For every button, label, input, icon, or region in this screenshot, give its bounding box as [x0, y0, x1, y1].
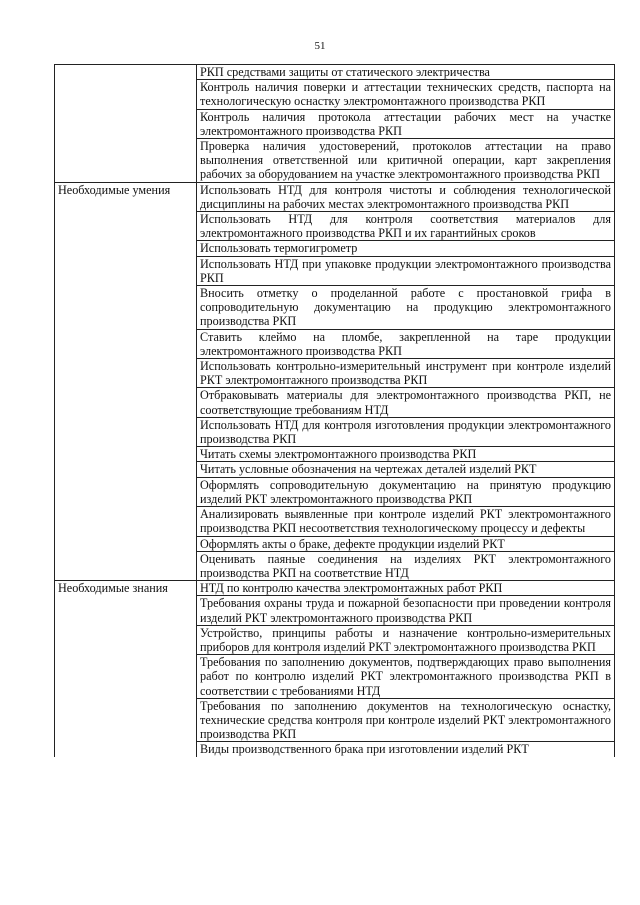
table-cell-item: Требования по заполнению документов на технологическую оснастку, технические средства контроля при контроле изделий РКТ электромонтажного производства РКП [197, 698, 615, 742]
table-cell-item: Оценивать паяные соединения на изделиях РКТ электромонтажного производства РКП на соответствие НТД [197, 551, 615, 580]
table-cell-item: Проверка наличия удостоверений, протоколов аттестации на право выполнения ответственной или критичной операции, карт закрепления рабочих за оборудованием на участке электромонтажного производства РКП [197, 139, 615, 183]
table-cell-item: Использовать НТД для контроля изготовления продукции электромонтажного производства РКП [197, 417, 615, 446]
table-cell-item: Использовать НТД при упаковке продукции электромонтажного производства РКП [197, 256, 615, 285]
table-row [55, 182, 615, 211]
table-cell-item: НТД по контролю качества электромонтажных работ РКП [197, 581, 615, 596]
table-row [55, 65, 615, 80]
table-cell-item: Требования по заполнению документов, подтверждающих право выполнения работ по контролю изделий РКТ электромонтажного производства РКП в соответствии с требованиями НТД [197, 655, 615, 699]
table-row [55, 581, 615, 596]
section-label: Необходимые умения [55, 182, 197, 580]
table-cell-item: Анализировать выявленные при контроле изделий РКТ электромонтажного производства РКП несоответствия технологическому процессу и дефекты [197, 507, 615, 536]
table-cell-item: Виды производственного брака при изготовлении изделий РКТ [197, 742, 615, 757]
table-cell-item: Требования охраны труда и пожарной безопасности при проведении контроля изделий РКТ электромонтажного производства РКП [197, 596, 615, 625]
table-cell-item: Отбраковывать материалы для электромонтажного производства РКП, не соответствующие требованиям НТД [197, 388, 615, 417]
table-cell-item: Контроль наличия протокола аттестации рабочих мест на участке электромонтажного производства РКП [197, 109, 615, 138]
table-cell-item: Использовать НТД для контроля соответствия материалов для электромонтажного производства РКП и их гарантийных сроков [197, 212, 615, 241]
qualification-table [54, 64, 615, 757]
table-cell-item: Оформлять сопроводительную документацию на принятую продукцию изделий РКТ электромонтажного производства РКП [197, 477, 615, 506]
table-cell-item: Вносить отметку о проделанной работе с простановкой грифа в сопроводительную документацию на продукцию электромонтажного производства РКП [197, 286, 615, 330]
table-cell-item: РКП средствами защиты от статического электричества [197, 65, 615, 80]
table-cell-item: Ставить клеймо на пломбе, закрепленной на таре продукции электромонтажного производства РКП [197, 329, 615, 358]
section-label: Необходимые знания [55, 581, 197, 757]
section-label [55, 65, 197, 183]
page-number: 51 [314, 40, 326, 52]
table-cell-item: Контроль наличия поверки и аттестации технических средств, паспорта на технологическую оснастку электромонтажного производства РКП [197, 80, 615, 109]
table-cell-item: Использовать термогигрометр [197, 241, 615, 256]
table-cell-item: Использовать контрольно-измерительный инструмент при контроле изделий РКТ электромонтажного производства РКП [197, 359, 615, 388]
table-cell-item: Читать схемы электромонтажного производства РКП [197, 447, 615, 462]
table-body [55, 65, 615, 757]
table-cell-item: Читать условные обозначения на чертежах деталей изделий РКТ [197, 462, 615, 477]
table-cell-item: Использовать НТД для контроля чистоты и соблюдения технологической дисциплины на рабочих местах электромонтажного производства РКП [197, 182, 615, 211]
table-cell-item: Устройство, принципы работы и назначение контрольно-измерительных приборов для контроля изделий РКТ электромонтажного производства РКП [197, 625, 615, 654]
table-cell-item: Оформлять акты о браке, дефекте продукции изделий РКТ [197, 536, 615, 551]
